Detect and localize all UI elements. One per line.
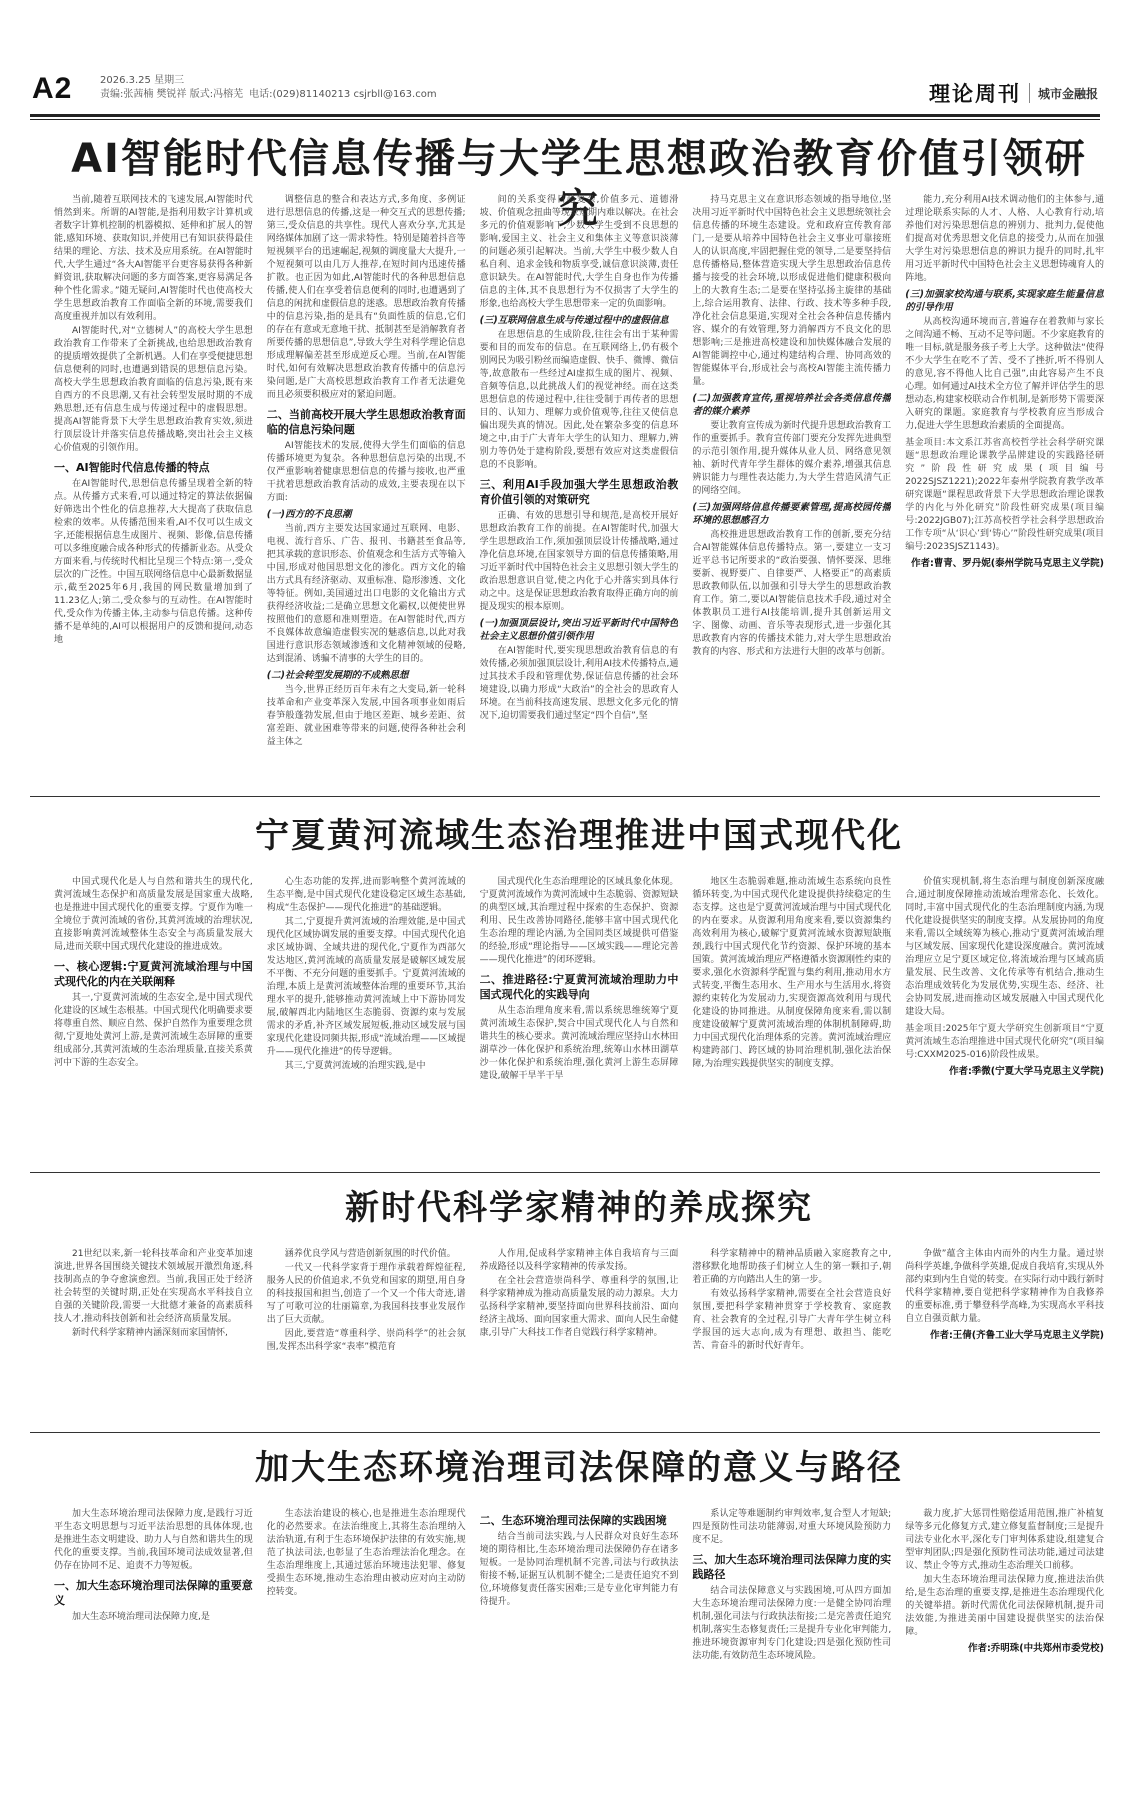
article-column [905, 1508, 1104, 1796]
subsection-heading: (二)社会转型发展期的不成熟思想 [266, 670, 409, 681]
issue-date: 2026.3.25 星期三 [100, 75, 185, 86]
article-columns [54, 1508, 1104, 1796]
paragraph: 调整信息的整合和表达方式,多角度、多例证进行思想信息的传播,这是一种交互式的思想传播;第三,受众信息的共享性。现代人喜欢分享,尤其是网络媒体加剧了这一需求特性。特别是随着抖音等短视频平台的迅速崛起,视频的调度量大大提升,一个短视频可以由几万人推荐,在短时间内迅速传播扩散。也正因为如此,AI智能时代的各种思想信息传播,使人们在享受着信息便利的同时,也遭遇到了信息的闲扰和虚假信息的迷惑。思想政治教育传播中的信息污染,指的是具有“负面性质的信息,它们的存在有意或无意地干扰、抵制甚至是消解教育者所要传播的思想信息”,导致大学生对科学理论信息形成理解偏差甚至形成逆反心理。当前,在AI智能时代,如何有效解决思想政治教育传播中的信息污染问题,是广大高校思想政治教育工作者无法避免而且必须要积极应对的紧迫问题。 [266, 195, 466, 400]
article-column [267, 1248, 466, 1423]
article-column [905, 876, 1104, 1160]
paragraph: 加大生态环境治理司法保障力度,推进法治供给,是生态治理的重要支撑,是推进生态治理现代化的关键举措。新时代需优化司法保障机制,提升司法效能,为推进美丽中国建设提供坚实的法治保障。 [905, 1575, 1104, 1637]
paragraph: 要让教育宣传成为新时代提升思想政治教育工作的重要抓手。教育宣传部门要充分发挥先进典型的示范引领作用,提升媒体从业人员、网络意见领袖、新时代青年学生群体的媒介素养,增强其信息辨识能力与理性表达能力,为大学生营造风清气正的网络空间。 [692, 421, 892, 496]
paragraph: 裁力度,扩大惩罚性赔偿适用范围,推广补植复绿等多元化修复方式,建立修复监督制度;三是提升司法专业化水平,深化专门审判体系建设,组建复合型审判团队;四是强化预防性司法功能,通过司法建议、禁止令等方式,推动生态治理关口前移。 [905, 1509, 1104, 1571]
section-heading: 二、当前高校开展大学生思想政治教育面临的信息污染问题 [266, 408, 466, 436]
paragraph: 结合当前司法实践,与人民群众对良好生态环境的期待相比,生态环境治理司法保障仍存在诸多短板。一是协同治理机制不完善,司法与行政执法衔接不畅,证据互认机制不健全;二是责任追究不到位,环境修复责任落实困难;三是专业化审判能力有待提升。 [479, 1532, 679, 1607]
article-column [54, 1248, 253, 1423]
paper-name: 城市金融报 [1037, 86, 1098, 101]
paragraph: 科学家精神中的精神品质融入家庭教育之中,潜移默化地帮助孩子们树立人生的第一颗扣子,朝着正确的方向踏出人生的第一步。 [692, 1249, 892, 1285]
article-headline: AI智能时代信息传播与大学生思想政治教育价值引领研究 [71, 136, 1087, 232]
article-column [480, 1248, 679, 1423]
paragraph: 在AI智能时代,要实现思想政治教育信息的有效传播,必须加强顶层设计,利用AI技术传播特点,通过其技术手段和管理优势,保证信息传播的社会环境建设,以确力形成“大政治”的全社会的思政育人环境。在当前科技高速发展、思想文化多元化的情况下,迫切需要我们通过坚定“四个自信”,坚 [479, 646, 679, 721]
paragraph: 当今,世界正经历百年未有之大变局,新一轮科技革命和产业变革深入发展,中国各项事业如雨后春笋般蓬勃发展,但由于地区差距、城乡差距、贫富差距、就业困难等带来的问题,使得各种社会利益主体之 [266, 685, 466, 747]
paragraph: 争做”蕴含主体由内而外的内生力量。通过崇尚科学英雄,争做科学英雄,促成自我培育,实现从外部约束到内生自觉的转变。在实际行动中践行新时代科学家精神,要自觉把科学家精神作为自我修养的重要标准,勇于攀登科学高峰,为实现高水平科技自立自强贡献力量。 [905, 1249, 1104, 1324]
article-headline: 新时代科学家精神的养成探究 [345, 1188, 813, 1228]
article-ai-information [54, 128, 1104, 786]
article-columns [54, 1248, 1104, 1423]
subsection-heading: (一)加强顶层设计,突出习近平新时代中国特色社会主义思想价值引领作用 [479, 618, 679, 642]
paragraph: AI智能时代,对“立德树人”的高校大学生思想政治教育工作带来了全新挑战,也给思想政治教育的提质增效提供了全新机遇。人们在享受便捷思想信息便利的同时,也遭遇到错误的思想信息污染。高校大学生思想政治教育面临的信息污染,既有来自西方的不良思潮,又有社会转型发展时期的不成熟思想,还有信息生成与传递过程中的虚假思想。提高AI智能背景下大学生思想政治教育实效,须进行顶层设计并落实信息传播战略,突出社会主义核心价值观的引领作用。 [54, 326, 253, 453]
subsection-heading: (三)加强网络信息传播要素管理,提高校园传播环境的思想感召力 [692, 502, 892, 526]
paragraph: 当前,随着互联网技术的飞速发展,AI智能时代悄然到来。所谓的AI智能,是指利用数字计算机或者数字计算机控制的机器模拟、延伸和扩展人的智能,感知环境、获取知识,并使用已有知识获得最佳结果的理论、方法、技术及应用系统。在AI智能时代,大学生通过“各大AI智能平台更容易获得各种新鲜资讯,获取解决问题的多方面答案,更容易满足各种个性化需求。”随无疑问,AI智能时代也使高校大学生思想政治教育工作面临全新的环境,需要我们高度重视并加以有效利用。 [54, 195, 253, 322]
paragraph: 从高校沟通环境而言,普遍存在着教师与家长之间沟通不畅、互动不足等问题。不少家庭教育的唯一目标,就是服务孩子考上大学。这种做法“使得不少大学生在吃不了苦、受不了挫折,听不得别人的意见,容不得他人比自己强”,由此容易产生不良心理。如何通过AI技术全方位了解并评估学生的思想动态,构建家校联动合作机制,是新形势下需要深入研究的课题。家庭教育与学校教育应当形成合力,促进大学生思想政治素质的全面提高。 [905, 317, 1104, 431]
paragraph: 一代又一代科学家背于理作承载着辉煌征程,服务人民的价值追求,不负党和国家的期望,用自身的科技报国和担当,创造了一个又一个伟大奇迹,谱写了可歌可泣的壮丽篇章,为我国科技事业发展作出了巨大贡献。 [266, 1263, 466, 1325]
paragraph: 正确、有效的思想引导和规范,是高校开展好思想政治教育工作的前提。在AI智能时代,加强大学生思想政治工作,须加强顶层设计传播战略,通过净化信息环境,在国家领导方面的信息传播策略,用习近平新时代中国特色社会主义思想引领大学生的政治思想意识自觉,使之内化于心并落实到具体行动之中。这是保证思想政治教育取得正确方向的前提及现实的根本原则。 [479, 511, 679, 612]
article-column [692, 1248, 891, 1423]
paragraph: 当前,西方主要发达国家通过互联网、电影、电视、流行音乐、广告、报刊、书籍甚至食品等,把其承载的意识形态、价值观念和生活方式等输入中国,形成对他国思想文化的渗化。西方文化的输出方式具有经济驱动、双重标准、隐形渗透、文化等特征。例如,美国通过出口电影的文化输出方式获得经济收益;二是确立思想文化霸权,以便使世界按照他们的意愿和准则塑造。在AI智能时代,西方不良媒体故意编造虚假实况的魅惑信息,以此对我国进行意识形态领域渗透和文化精神领域的侵略,达到混淆、诱骗不清事的大学生的目的。 [266, 524, 466, 664]
paragraph: 21世纪以来,新一轮科技革命和产业变革加速演进,世界各国围绕关键技术领域展开激烈角逐,科技制高点的争夺愈演愈烈。当前,我国正处于经济社会转型的关键时期,正处在实现高水平科技自立自强的关键阶段,需要一大批德才兼备的高素质科技人才,推动科技创新和社会经济高质量发展。 [54, 1249, 253, 1324]
section-heading: 一、核心逻辑:宁夏黄河流域治理与中国式现代化的内在关联阐释 [54, 960, 253, 988]
section-heading: 一、加大生态环境治理司法保障的重要意义 [54, 1579, 253, 1607]
paragraph: 生态法治建设的核心,也是推进生态治理现代化的必然要求。在法治维度上,其将生态治理纳入法治轨道,有利于生态环境保护法律的有效实施,规范了执法司法,也彰显了生态治理法治化理念。在生态治理维度上,其通过惩治环境违法犯罪、修复受损生态环境,推动生态治理由被动应对向主动防控转变。 [266, 1509, 466, 1597]
paragraph: 中国式现代化是人与自然和谐共生的现代化,黄河流域生态保护和高质量发展是国家重大战略,也是推进中国式现代化的重要支撑。宁夏作为唯一全境位于黄河流域的省份,其黄河流域的治理状况,直接影响黄河流域整体生态安全与高质量发展大局,进而关联中国式现代化建设的推进成效。 [54, 877, 253, 952]
paragraph: 从生态治理角度来看,需以系统思维统筹宁夏黄河流域生态保护,契合中国式现代化人与自然和谐共生的核心要求。黄河流域治理应坚持山水林田湖草沙一体化保护和系统治理,统筹山水林田湖草沙一体化保护和系统治理,强化黄河上游生态屏障建设,破解干旱半干旱 [479, 1006, 679, 1081]
article-headline: 宁夏黄河流域生态治理推进中国式现代化 [255, 816, 903, 856]
paragraph: 系认定等难题制约审判效率,复合型人才短缺;四是预防性司法功能薄弱,对重大环境风险预防力度不足。 [692, 1509, 892, 1545]
subsection-heading: (三)加强家校沟通与联系,实现家庭生能量信息的引导作用 [905, 289, 1104, 313]
article-divider [30, 1172, 1100, 1173]
article-column [54, 876, 253, 1160]
article-column [267, 194, 466, 784]
paragraph: 新时代科学家精神内涵深刻而家国情怀, [72, 1328, 228, 1338]
paragraph: 其一,宁夏黄河流域的生态安全,是中国式现代化建设的区域生态根基。中国式现代化明确要求要将尊重自然、顺应自然、保护自然作为重要理念贯彻,宁夏地处黄河上游,是黄河流域生态屏障的重要组成部分,其黄河流域的生态治理质量,直接关系黄河中下游的生态安全。 [54, 993, 253, 1068]
paragraph: 地区生态脆弱难题,推动流域生态系统向良性循环转变,为中国式现代化建设提供持续稳定的生态支撑。这也是宁夏黄河流域治理与中国式现代化的内在要求。从资源利用角度来看,要以资源集约高效利用为核心,破解宁夏黄河流域水资源短缺瓶颈,践行中国式现代化节约资源、保护环境的基本国策。黄河流域治理应严格遵循水资源刚性约束的要求,强化水资源科学配置与集约利用,推动用水方式转变,平衡生态用水、生产用水与生活用水,将资源约束转化为发展动力,实现资源高效利用与现代化建设的协同推进。从制度保障角度来看,需以制度建设破解宁夏黄河流域治理的体制机制障碍,助力中国式现代化治理体系的完善。黄河流域治理应构建跨部门、跨区域的协同治理机制,强化法治保障,为治理实践提供坚实的制度支撑。 [692, 877, 892, 1069]
article-column [692, 876, 891, 1160]
author-byline: 作者:季微(宁夏大学马克思主义学院) [949, 1066, 1104, 1077]
article-eco-judicial [54, 1440, 1104, 1800]
fund-note: 基金项目:2025年宁夏大学研究生创新项目“宁夏黄河流域生态治理推进中国式现代化研究”(项目编号:CXXM2025-016)阶段性成果。 [905, 1024, 1104, 1060]
subsection-heading: (一)西方的不良思潮 [266, 509, 352, 520]
masthead [18, 70, 1112, 122]
paragraph: 高校推进思想政治教育工作的创新,要充分结合AI智能媒体信息传播特点。第一,要建立一支习近平总书记所要求的“政治要强、情怀要深、思维要新、视野要广、自律要严、人格要正”的高素质思政教师队伍,以加强和引导大学生的思想政治教育工作。第二,要以AI智能信息技术手段,通过对全体教职员工进行AI技能培训,提升其创新运用文字、图像、动画、音乐等表现形式,进一步强化其思政教育内容的传播技术能力,对大学生思想政治教育的内容、形式和方法进行大胆的改革与创新。 [692, 530, 892, 657]
paragraph: 人作用,促成科学家精神主体自我培育与三面养成路径以及科学家精神的传承发扬。 [479, 1249, 679, 1272]
paragraph: 在全社会营造崇尚科学、尊重科学的氛围,让科学家精神成为推动高质量发展的动力源泉。大力弘扬科学家精神,要坚持面向世界科技前沿、面向经济主战场、面向国家重大需求、面向人民生命健康,引导广大科技工作者自觉践行科学家精神。 [479, 1276, 679, 1338]
paragraph: 因此,要营造“尊重科学、崇尚科学”的社会氛围,发挥杰出科学家“表率”模范育 [266, 1329, 466, 1352]
article-column [54, 194, 253, 784]
author-byline: 作者:乔明珠(中共郑州市委党校) [968, 1643, 1104, 1654]
section-heading: 一、AI智能时代信息传播的特点 [54, 461, 210, 474]
editors: 责编:张茜楠 樊锐祥 版式:冯榕芜 [100, 89, 244, 100]
subsection-heading: (三)互联网信息生成与传递过程中的虚假信息 [479, 315, 669, 326]
article-scientist-spirit [54, 1180, 1104, 1425]
paragraph: AI智能技术的发展,使得大学生们面临的信息传播环境更为复杂。各种思想信息污染的出现,不仅严重影响着健康思想信息的传播与接收,也严重干扰着思想政治教育活动的成效,主要表现在以下方面: [266, 441, 466, 503]
contact-phone: 电话:(029)81140213 csjrbll@163.com [249, 89, 437, 100]
article-column [692, 1508, 891, 1796]
section-heading: 三、加大生态环境治理司法保障力度的实践路径 [692, 1553, 892, 1581]
section-heading: 二、生态环境治理司法保障的实践困境 [479, 1514, 667, 1527]
article-column [692, 194, 891, 784]
subsection-heading: (二)加强教育宣传,重视培养社会各类信息传播者的媒介素养 [692, 393, 892, 417]
paragraph: 加大生态环境治理司法保障力度,是 [72, 1612, 210, 1622]
paragraph: 有效弘扬科学家精神,需要在全社会营造良好氛围,要把科学家精神贯穿于学校教育、家庭教育、社会教育的全过程,引导广大青年学生树立科学报国的远大志向,成为有理想、敢担当、能吃苦、肯奋斗的新时代好青年。 [692, 1289, 892, 1351]
paragraph: 持马克思主义在意识形态领域的指导地位,坚决用习近平新时代中国特色社会主义思想统领社会信息传播的环境生态建设。党和政府宣传教育部门,一是要从培养中国特色社会主义事业可靠接班人的认识高度,牢固把握住党的领导,二是要坚持信息传播格局,整体营造实现大学生思想政治信息传播与接受的社会环境,以形成促进他们健康积极向上的大教育生态;二是要在坚持弘扬主旋律的基础上,综合运用教育、法律、行政、技术等多种手段,净化社会信息渠道,实现对全社会各种信息传播内容、媒介的有效管理,努力消解西方不良文化的思想影响;三是推进高校建设和加快媒体融合发展的AI智能调控中心,通过构建结构合理、协同高效的智能媒体平台,形成社会与高校AI智能主流传播力量。 [692, 195, 892, 387]
article-column [480, 876, 679, 1160]
article-divider [30, 796, 1100, 797]
article-column [54, 1508, 253, 1796]
article-headline: 加大生态环境治理司法保障的意义与路径 [255, 1448, 903, 1488]
article-column [267, 1508, 466, 1796]
section-heading: 三、利用AI手段加强大学生思想政治教育价值引领的对策研究 [479, 478, 679, 506]
fund-note: 基金项目:本文系江苏省高校哲学社会科学研究课题“思想政治理论课教学品牌建设的实践路径研究”阶段性研究成果(项目编号2022SJSZ1221);2022年泰州学院教育教学改革研究课题“课程思政背景下大学思想政治理论课教学的内化与外化研究”阶段性研究成果(项目编号:2022JGB07);江苏高校哲学社会科学思想政治工作专项“从‘识心’到‘铸心’”阶段性研究成果(项目编号:2023SJSZ1143)。 [905, 438, 1104, 552]
section-heading: 二、推进路径:宁夏黄河流域治理助力中国式现代化的实践导向 [479, 973, 679, 1001]
masthead-rule-thin [30, 119, 1100, 120]
paragraph: 在AI智能时代,思想信息传播呈现着全新的特点。从传播方式来看,可以通过特定的算法依据偏好筛选出个性化的信息推荐,大大提高了获取信息检索的效率。从传播范围来看,AI不仅可以生成文字,还能根据信息生成图片、视频、影像,信息传播可以多维度融合成各种形式的传播新业态。从受众方面来看,与传统时代相比呈现三个特点:第一,受众层次的广泛性。中国互联网络信息中心最新数据显示,截至2025年6月,我国的网民数量增加到了11.23亿人;第二,受众参与的互动性。在AI智能时代,受众作为传播主体,主动参与信息传播。这种传播不是单纯的,AI可以根据用户的反馈和提问,动态地 [54, 479, 253, 645]
article-column [905, 1248, 1104, 1423]
masthead-right [929, 78, 1098, 108]
paragraph: 国式现代化生态治理理论的区域具象化体现。宁夏黄河流域作为黄河流域中生态脆弱、资源短缺的典型区域,其治理过程中探索的生态保护、资源利用、民生改善协同路径,能够丰富中国式现代化生态治理的理论内涵,为全国同类区域提供可借鉴的经验,形成“理论指导——区域实践——理论完善——现代化推进”的闭环逻辑。 [479, 877, 679, 965]
paragraph: 结合司法保障意义与实践困境,可从四方面加大生态环境治理司法保障力度:一是健全协同治理机制,强化司法与行政执法衔接;二是完善责任追究机制,落实生态修复责任;三是提升专业化审判能力,推进环境资源审判专门化建设;四是强化预防性司法功能,有效防范生态环境风险。 [692, 1586, 892, 1661]
paragraph: 心生态功能的发挥,进而影响整个黄河流域的生态平衡,是中国式现代化建设稳定区域生态基础,构成“生态保护——现代化推进”的基础逻辑。 [266, 877, 466, 913]
article-column [480, 194, 679, 784]
masthead-divider [1029, 83, 1030, 103]
paragraph: 其二,宁夏提升黄河流域的治理效能,是中国式现代化区域协调发展的重要支撑。中国式现代化追求区域协调、全域共进的现代化,宁夏作为西部欠发达地区,黄河流域的高质量发展是破解区域发展不平衡、不充分问题的重要抓手。宁夏黄河流域的治理,本质上是黄河流域整体治理的重要环节,其治理水平的提升,能够推动黄河流域上中下游协同发展,破解西北内陆地区生态脆弱、资源约束与发展需求的矛盾,补齐区域发展短板,推动区域发展与国家现代化建设同频共振,形成“流域治理——区域提升——现代化推进”的传导逻辑。 [266, 917, 466, 1057]
paragraph: 能力,充分利用AI技术调动他们的主体参与,通过理论联系实际的人才、人格、人心教育行动,培养他们对污染思想信息的辨别力、批判力,促使他们提高对优秀思想文化信息的接受力,从而在加强大学生对污染思想信息的辨识力提升的同时,扎牢用习近平新时代中国特色社会主义思想铸魂育人的阵地。 [905, 195, 1104, 283]
article-columns [54, 194, 1104, 784]
article-column [480, 1508, 679, 1796]
section-name: 理论周刊 [928, 82, 1021, 106]
paragraph: 涵养优良学风与营造创新氛围的时代价值。 [284, 1249, 456, 1259]
author-byline: 作者:王倩(齐鲁工业大学马克思主义学院) [930, 1330, 1104, 1341]
paragraph: 加大生态环境治理司法保障力度,是践行习近平生态文明思想与习近平法治思想的具体体现,也是推进生态文明建设、助力人与自然和谐共生的现代化的重要支撑。当前,我国环境司法成效显著,但仍存在协同不足、追责不力等短板。 [54, 1509, 253, 1571]
paragraph: 其三,宁夏黄河流域的治理实践,是中 [284, 1061, 426, 1071]
paragraph: 间的关系变得日趋复杂,价值多元、道德滑坡、价值观念扭曲等现象短期内难以解决。在社会多元的价值观影响下,少数大学生受到不良思想的影响,爱国主义、社会主义和集体主义等意识淡薄的问题必须引起解决。当前,大学生中极少数人自私自利、追求金钱和物质享受,诚信意识淡薄,责任意识缺失。在AI智能时代,大学生自身也作为传播信息的主体,其不良思想行为不仅损害了大学生的形象,也给高校大学生思想带来一定的负面影响。 [479, 195, 679, 309]
article-column [267, 876, 466, 1160]
page-number: A2 [32, 72, 73, 105]
masthead-meta [100, 74, 443, 102]
author-byline: 作者:曹青、罗丹妮(泰州学院马克思主义学院) [911, 558, 1104, 569]
article-ningxia-ecology [54, 804, 1104, 1164]
article-columns [54, 876, 1104, 1160]
paragraph: 价值实现机制,将生态治理与制度创新深度融合,通过制度保障推动流域治理常态化、长效化。同时,丰富中国式现代化的生态治理制度内涵,为现代化建设提供坚实的制度支撑。从发展协同的角度来看,需以全域统筹为核心,推动宁夏黄河流域治理与区域发展、国家现代化建设深度融合。黄河流域治理应立足宁夏区域定位,将流域治理与区域高质量发展、民生改善、文化传承等有机结合,推动生态治理成效转化为发展优势,实现生态、经济、社会协同发展,进而推动区域发展融入中国式现代化建设大局。 [905, 877, 1104, 1017]
masthead-rule [30, 114, 1100, 117]
article-column [905, 194, 1104, 784]
paragraph: 在思想信息的生成阶段,往往会有出于某种需要和目的而发布的信息。在互联网络上,仍有极个别网民为吸引粉丝而编造虚假、快手、微博、微信等,故意散布一些经过AI虚拟生成的图片、视频、音频等信息,以此挑战人们的视觉神经。而在这类思想信息的传递过程中,往往受制于再传者的思想目的、认知力、理解力或价值观等,往往又使信息偏出现失真的情况。因此,处在繁杂多变的信息环境之中,由于广大青年大学生的认知力、理解力,辨别力等仍处于建构阶段,要想有效应对这类虚假信息的不良影响。 [479, 330, 679, 470]
article-divider [30, 1432, 1100, 1433]
